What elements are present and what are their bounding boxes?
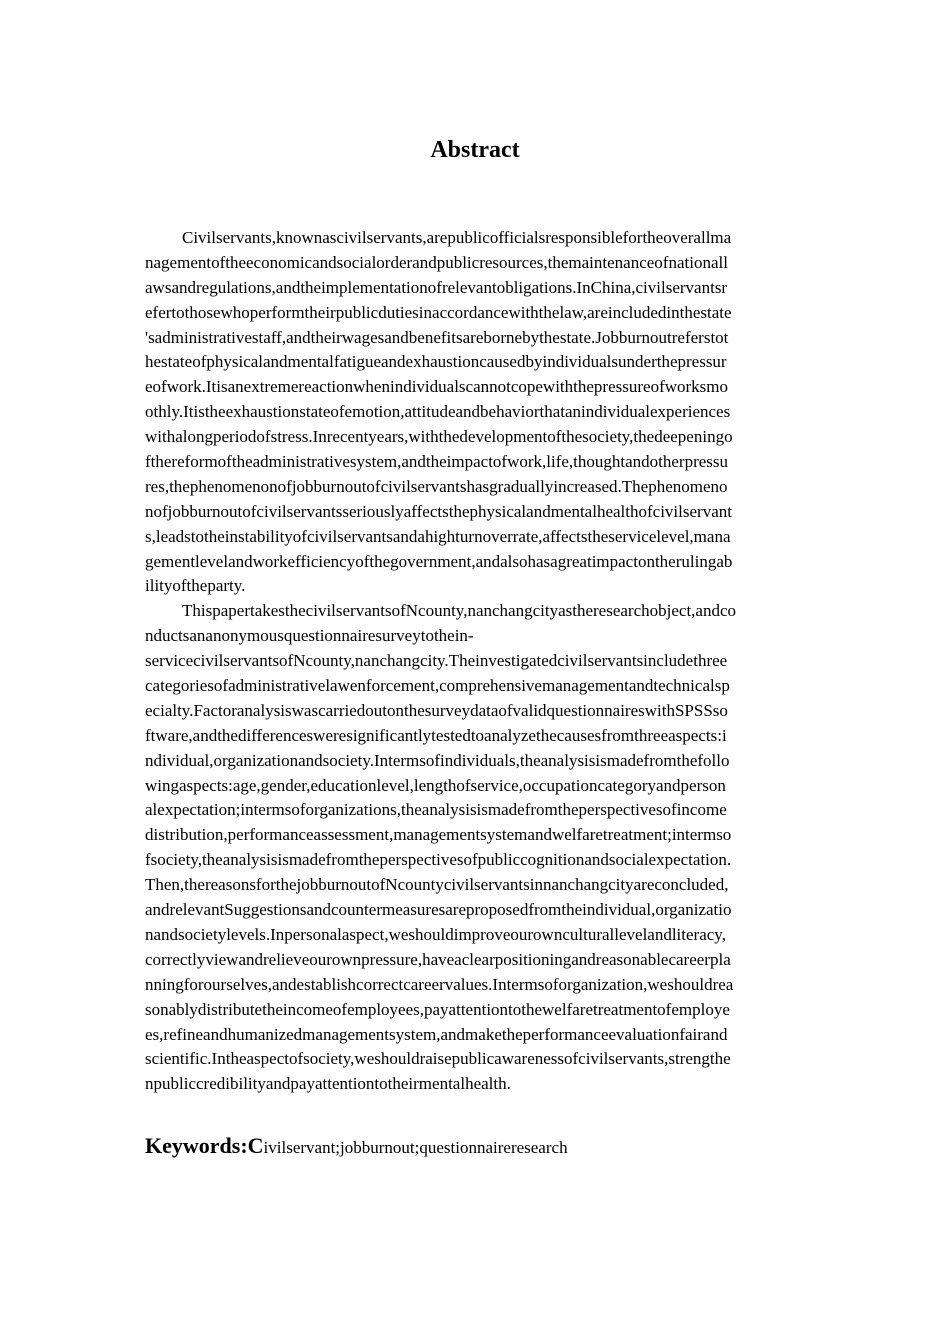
paragraph-line: efertothosewhoperformtheirpublicdutiesinaccordancewiththelaw,areincludedinthestate [145, 302, 732, 322]
paragraph-line: ecialty.FactoranalysiswascarriedoutonthesurveydataofvalidquestionnaireswithSPSSso [145, 700, 728, 720]
paragraph-line: nandsocietylevels.Inpersonalaspect,weshouldimproveourownculturallevelandliteracy, [145, 924, 726, 944]
paragraph-line: andrelevantSuggestionsandcountermeasuresareproposedfromtheindividual,organizatio [145, 900, 732, 920]
paragraph-line: Then,thereasonsforthejobburnoutofNcountycivilservantsinnanchangcityareconcluded, [145, 875, 729, 895]
paragraph-line: nductsananonymousquestionnairesurveytothein- [145, 626, 474, 646]
paragraph-line: categoriesofadministrativelawenforcement,comprehensivemanagementandtechnicalsp [145, 676, 730, 696]
paragraph-line: ndividual,organizationandsociety.Intermsofindividuals,theanalysisismadefromthefollo [145, 750, 730, 770]
paragraph-line: alexpectation;intermsoforganizations,theanalysisismadefromtheperspectivesofincome [145, 800, 727, 820]
paragraph-line: ftware,andthedifferencesweresignificantlytestedtoanalyzethecausesfromthreeaspects:i [145, 725, 727, 745]
paragraph-line: Civilservants,knownascivilservants,arepublicofficialsresponsiblefortheoverallma [182, 228, 732, 247]
paragraph-line: s,leadstotheinstabilityofcivilservantsandahighturnoverrate,affectstheservicelevel,mana [145, 526, 731, 546]
paragraph-line: correctlyviewandrelieveourownpressure,haveaclearpositioningandreasonablecareerpla [145, 949, 731, 969]
paragraph-line: npubliccredibilityandpayattentiontotheirmentalhealth. [145, 1074, 511, 1094]
paragraph-line: es,refineandhumanizedmanagementsystem,andmaketheperformanceevaluationfairand [145, 1024, 728, 1044]
paragraph-line: hestateofphysicalandmentalfatigueandexhaustioncausedbyindividualsunderthepressur [145, 352, 727, 372]
paragraph-line: distribution,performanceassessment,managementsystemandwelfaretreatment;intermso [145, 825, 732, 845]
paragraph-line: nofjobburnoutofcivilservantsseriouslyaffectsthephysicalandmentalhealthofcivilservant [145, 501, 732, 521]
keywords-text: ivilservant;jobburnout;questionnaireresearch [263, 1138, 568, 1157]
paragraph-line: nningforourselves,andestablishcorrectcareervalues.Intermsoforganization,weshouldrea [145, 974, 734, 994]
abstract-title: Abstract [430, 137, 520, 163]
paragraph-line: awsandregulations,andtheimplementationofrelevantobligations.InChina,civilservantsr [145, 277, 728, 297]
abstract-body [145, 226, 807, 1097]
paragraph-line: sonablydistributetheincomeofemployees,payattentiontothewelfaretreatmentofemploye [145, 999, 730, 1019]
paragraph-line: 'sadministrativestaff,andtheirwagesandbenefitsarebornebythestate.Jobburnoutreferstot [145, 327, 729, 347]
paragraph-line: ilityoftheparty. [145, 576, 246, 596]
paragraph-line: ThispapertakesthecivilservantsofNcounty,nanchangcityastheresearchobject,andco [182, 601, 737, 621]
keywords-first-letter: C [247, 1133, 264, 1158]
paragraph-line: scientific.Intheaspectofsociety,weshouldraisepublicawarenessofcivilservants,strengthe [145, 1049, 731, 1069]
paragraph-line: res,thephenomenonofjobburnoutofcivilservantshasgraduallyincreased.Thephenomeno [145, 476, 728, 496]
paragraph-line: fsociety,theanalysisismadefromtheperspectivesofpubliccognitionandsocialexpectation. [145, 850, 732, 870]
keywords-label: Keywords: [145, 1133, 248, 1158]
paragraph-line: fthereformoftheadministrativesystem,andtheimpactofwork,life,thoughtandotherpressu [145, 452, 729, 472]
paragraph-2 [145, 599, 807, 1097]
keywords-line [145, 1131, 807, 1163]
paragraph-line: othly.Itistheexhaustionstateofemotion,attitudeandbehaviorthatanindividualexperiences [145, 402, 731, 422]
paragraph-line: gementlevelandworkefficiencyofthegovernment,andalsohasagreatimpactontherulingab [145, 551, 733, 571]
paragraph-line: eofwork.Itisanextremereactionwhenindividualscannotcopewiththepressureofworksmo [145, 377, 729, 397]
paragraph-line: wingaspects:age,gender,educationlevel,lengthofservice,occupationcategoryandperson [145, 775, 726, 795]
paragraph-line: nagementoftheeconomicandsocialorderandpublicresources,themaintenanceofnationall [145, 252, 728, 272]
paragraph-1 [145, 226, 807, 599]
paragraph-line: servicecivilservantsofNcounty,nanchangcity.Theinvestigatedcivilservantsincludethree [145, 651, 728, 671]
paragraph-line: withalongperiodofstress.Inrecentyears,withthedevelopmentofthesociety,thedeepeningo [145, 427, 733, 447]
